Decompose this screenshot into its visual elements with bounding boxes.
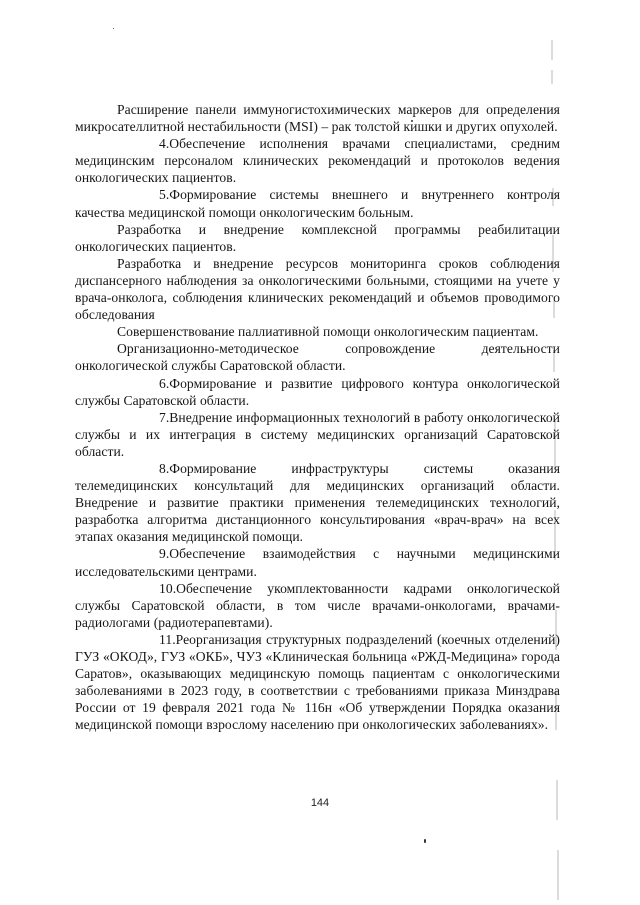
paragraph	[75, 186, 560, 220]
item-number: 10.	[159, 580, 177, 596]
paragraph	[75, 101, 560, 135]
paragraph-text: Формирование системы внешнего и внутреннего контроля качества медицинской помощи онкологическим больным.	[75, 187, 560, 220]
paragraph	[75, 375, 560, 409]
item-number: 9.	[159, 546, 170, 562]
paragraph-text: Совершенствование паллиативной помощи онкологическим пациентам.	[117, 324, 539, 340]
paragraph-text: Реорганизация структурных подразделений (коечных отделений) ГУЗ «ОКОД», ГУЗ «ОКБ», ЧУЗ «Клиническая больница «РЖД-Медицина» города Саратов», оказывающих медицинскую помощь пациентам с онкологическими заболеваниями в 2023 году, в соответствии с требованиями приказа Минздрава России от 19 февраля 2021 года № 116н «Об утверждении Порядка оказания медицинской помощи взрослому населению при онкологических заболеваниях».	[75, 631, 560, 733]
item-number: 7.	[159, 409, 170, 425]
paragraph-text: Обеспечение укомплектованности кадрами онкологической службы Саратовской области, в том числе врачами-онкологами, врачами-радиологами (радиотерапевтами).	[75, 580, 560, 630]
paragraph-text: Разработка и внедрение ресурсов мониторинга сроков соблюдения диспансерного наблюдения за онкологическими больными, стоящими на учете у врача-онколога, соблюдения клинических рекомендаций и объемов проводимого обследования	[75, 255, 560, 323]
paragraph	[75, 631, 560, 734]
paragraph-text: Внедрение информационных технологий в работу онкологической службы и их интеграция в систему медицинских организаций Саратовской области.	[75, 409, 560, 459]
paragraph	[75, 545, 560, 579]
paragraph	[75, 255, 560, 323]
paragraph-text: Формирование инфраструктуры системы оказания телемедицинских консультаций для медицинских организаций области. Внедрение и развитие практики применения телемедицинских технологий, разработка алгоритма дистанционного консультирования «врач-врач» на всех этапах оказания медицинской помощи.	[75, 460, 560, 545]
paragraph	[75, 221, 560, 255]
paragraph-text: Организационно-методическое сопровождение деятельности онкологической службы Саратовской области.	[75, 341, 560, 374]
item-number: 4.	[159, 136, 170, 152]
paragraph	[75, 340, 560, 374]
item-number: 5.	[159, 187, 170, 203]
paragraph	[75, 135, 560, 186]
item-number: 6.	[159, 375, 170, 391]
document-body	[75, 101, 560, 733]
item-number: 11.	[159, 631, 176, 647]
paragraph-text: Обеспечение взаимодействия с научными медицинскими исследовательскими центрами.	[75, 546, 560, 579]
page-number: 144	[310, 797, 330, 809]
paragraph	[75, 409, 560, 460]
paragraph	[75, 460, 560, 545]
scan-speck	[113, 28, 114, 29]
paragraph	[75, 323, 560, 340]
scan-speck	[424, 839, 426, 843]
paragraph-text: Разработка и внедрение комплексной программы реабилитации онкологических пациентов.	[75, 221, 560, 254]
item-number: 8.	[159, 460, 170, 476]
paragraph-text: Формирование и развитие цифрового контура онкологической службы Саратовской области.	[75, 375, 560, 408]
paragraph-text: Обеспечение исполнения врачами специалистами, средним медицинским персоналом клинических рекомендаций и протоколов ведения онкологических пациентов.	[75, 136, 560, 186]
paragraph	[75, 580, 560, 631]
paragraph-text: Расширение панели иммуногистохимических маркеров для определения микросателлитной нестабильности (MSI) – рак толстой кишки и других опухолей.	[75, 102, 560, 135]
